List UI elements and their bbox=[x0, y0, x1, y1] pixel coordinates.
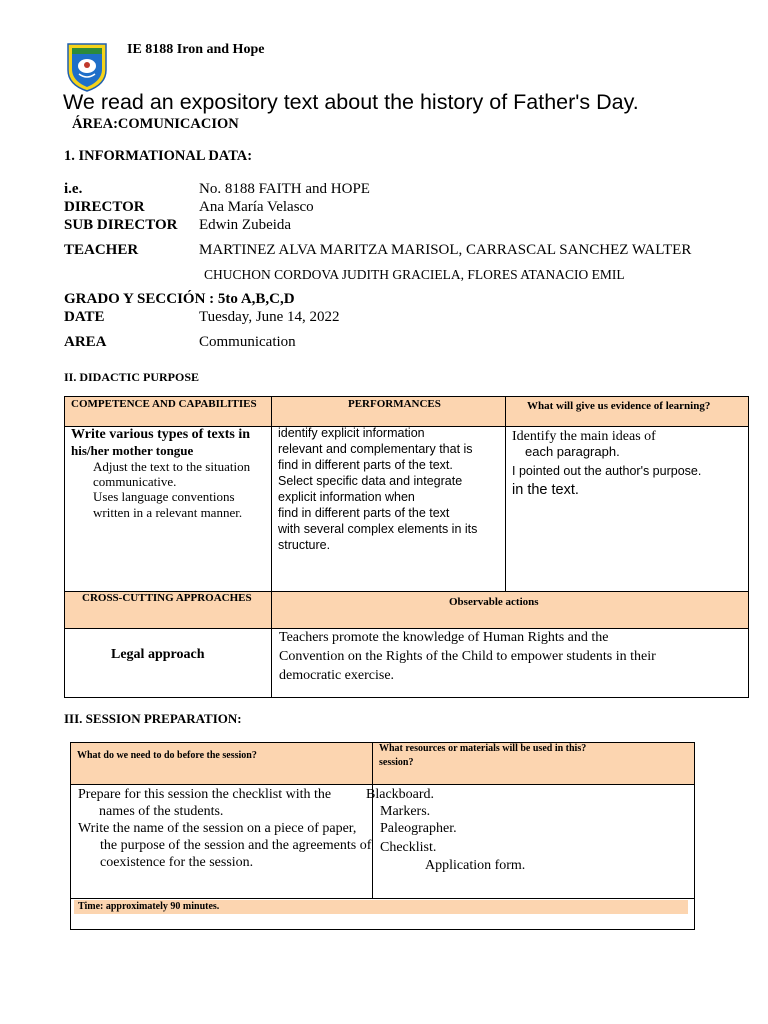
performance-line: explicit information when bbox=[278, 490, 415, 504]
capability-2-line1: Uses language conventions bbox=[93, 489, 235, 504]
resources-header: What resources or materials will be used in this? bbox=[379, 743, 587, 754]
subdirector-value: Edwin Zubeida bbox=[199, 217, 292, 233]
performance-line: find in different parts of the text bbox=[278, 506, 450, 520]
observable-action-line: Teachers promote the knowledge of Human Rights and the bbox=[279, 630, 609, 645]
competence-title: Write various types of texts in bbox=[71, 427, 250, 442]
resource-item: Checklist. bbox=[380, 840, 437, 855]
subdirector-label: SUB DIRECTOR bbox=[64, 217, 178, 233]
ie-value: No. 8188 FAITH and HOPE bbox=[199, 181, 370, 197]
school-crest-logo bbox=[64, 40, 110, 92]
observable-actions-header: Observable actions bbox=[449, 596, 539, 608]
competence-header: COMPETENCE AND CAPABILITIES bbox=[71, 398, 257, 410]
teacher-value: MARTINEZ ALVA MARITZA MARISOL, CARRASCAL SANCHEZ WALTER bbox=[199, 242, 692, 258]
prep-item: the purpose of the session and the agreements of bbox=[100, 838, 372, 853]
school-name: IE 8188 Iron and Hope bbox=[127, 42, 265, 57]
performance-line: relevant and complementary that is bbox=[278, 442, 473, 456]
competence-title-line2: his/her mother tongue bbox=[71, 443, 194, 458]
director-label: DIRECTOR bbox=[64, 199, 145, 215]
capability-1-line2: communicative. bbox=[93, 474, 177, 489]
teacher-value-line2: CHUCHON CORDOVA JUDITH GRACIELA, FLORES ATANACIO EMIL bbox=[204, 267, 625, 282]
capability-1-line1: Adjust the text to the situation bbox=[93, 459, 251, 474]
performance-line: with several complex elements in its bbox=[278, 522, 478, 536]
performances-header: PERFORMANCES bbox=[348, 398, 441, 410]
date-label: DATE bbox=[64, 309, 105, 325]
evidence-line: Identify the main ideas of bbox=[512, 429, 656, 444]
approach-name: Legal approach bbox=[111, 647, 205, 662]
director-value: Ana María Velasco bbox=[199, 199, 314, 215]
observable-action-line: democratic exercise. bbox=[279, 668, 395, 683]
teacher-label: TEACHER bbox=[64, 242, 139, 258]
performance-line: find in different parts of the text. bbox=[278, 458, 453, 472]
prep-header: What do we need to do before the session? bbox=[77, 750, 257, 761]
area-value: Communication bbox=[199, 334, 296, 350]
resource-item: Application form. bbox=[425, 858, 526, 873]
resource-item: Paleographer. bbox=[380, 821, 457, 836]
session-heading: III. SESSION PREPARATION: bbox=[64, 711, 242, 726]
resources-header-line2: session? bbox=[379, 757, 414, 768]
prep-item: Write the name of the session on a piece of paper, bbox=[78, 821, 357, 836]
observable-action-line: Convention on the Rights of the Child to empower students in their bbox=[279, 649, 656, 664]
prep-item: coexistence for the session. bbox=[100, 855, 254, 870]
area-label: AREA bbox=[64, 334, 107, 350]
date-value: Tuesday, June 14, 2022 bbox=[199, 309, 340, 325]
performance-line: Select specific data and integrate bbox=[278, 474, 463, 488]
didactic-heading: II. DIDACTIC PURPOSE bbox=[64, 370, 200, 384]
cross-cutting-header: CROSS-CUTTING APPROACHES bbox=[82, 592, 252, 604]
resource-item: Blackboard. bbox=[366, 787, 435, 802]
evidence-header: What will give us evidence of learning? bbox=[527, 400, 711, 412]
ie-label: i.e. bbox=[64, 181, 83, 197]
prep-item: names of the students. bbox=[99, 804, 224, 819]
page-title: We read an expository text about the history of Father's Day. bbox=[63, 90, 639, 114]
evidence-line: each paragraph. bbox=[525, 444, 620, 459]
grade-section: GRADO Y SECCIÓN : 5to A,B,C,D bbox=[64, 291, 295, 307]
evidence-line: in the text. bbox=[512, 482, 579, 498]
session-time: Time: approximately 90 minutes. bbox=[78, 901, 220, 912]
area-heading: ÁREA:COMUNICACION bbox=[72, 116, 239, 132]
evidence-line: I pointed out the author's purpose. bbox=[512, 464, 702, 478]
capability-2-line2: written in a relevant manner. bbox=[93, 505, 243, 520]
prep-item: Prepare for this session the checklist with the bbox=[78, 787, 332, 802]
performance-line: identify explicit information bbox=[278, 426, 425, 440]
performance-line: structure. bbox=[278, 538, 331, 552]
resource-item: Markers. bbox=[380, 804, 431, 819]
informational-heading: 1. INFORMATIONAL DATA: bbox=[64, 148, 253, 164]
